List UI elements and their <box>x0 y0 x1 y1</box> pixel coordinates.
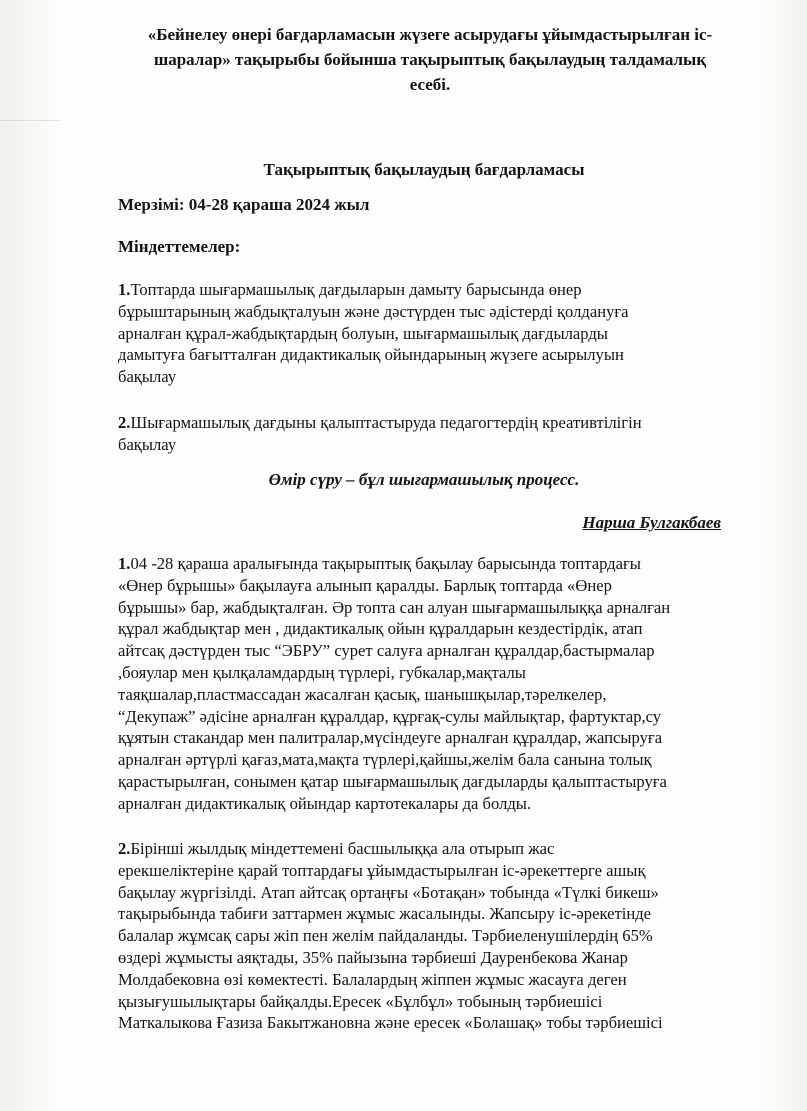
section-1-line: құятын стакандар мен палитралар,мүсіндеуге арналған құралдар, жапсыруға <box>118 728 663 748</box>
section-1-line: қарастырылған, сонымен қатар шығармашылық дағдыларды қалыптастыруға <box>118 771 667 791</box>
section-2-line: тақырыбында табиғи заттармен жұмыс жасалынды. Жапсыру іс-әрекетінде <box>118 904 652 924</box>
section-2-line: Маткалыкова Ғазиза Бакытжановна және ересек «Болашақ» тобы тәрбиешісі <box>118 1013 663 1033</box>
task-1-line: арналған құрал-жабдықтардың болуын, шығармашылық дағдыларды <box>118 323 608 343</box>
section-2-line: бақылау жүргізілді. Атап айтсақ ортаңғы «Ботақан» тобында «Түлкі бикеш» <box>118 882 659 902</box>
task-1-line: бұрыштарының жабдықталуын және дәстүрден тыс әдістерді қолдануға <box>118 301 629 321</box>
task-1-number: 1. <box>118 280 131 299</box>
report-title <box>110 22 750 97</box>
section-2-line: 2.Бірінші жылдық міндеттемені басшылыққа ала отырып жас <box>118 839 555 858</box>
section-1-line: ,бояулар мен қылқаламдардың түрлері, губкалар,мақталы <box>118 662 526 682</box>
program-heading: Тақырыптық бақылаудың бағдарламасы <box>263 160 585 179</box>
task-1-line: 1.Топтарда шығармашылық дағдыларын дамыту барысында өнер <box>118 280 582 299</box>
task-1-line: дамытуға бағытталған дидактикалық ойындарының жүзеге асырылуын <box>118 345 624 365</box>
section-1-line: “Декупаж” әдісіне арналған құралдар, құрғақ-сулы майлықтар, фартуктар,су <box>118 706 662 726</box>
section-1-line: айтсақ дәстүрден тыс “ЭБРУ” сурет салуға арналған құралдар,бастырмалар <box>118 641 655 661</box>
task-2-line: бақылау <box>118 434 177 454</box>
section-2-line: өздері жұмысты аяқтады, 35% пайызына тәрбиеші Дауренбекова Жанар <box>118 947 628 967</box>
section-1 <box>118 553 730 815</box>
section-1-line: таяқшалар,пластмассадан жасалған қасық, шанышқылар,тәрелкелер, <box>118 684 607 704</box>
task-1-line: бақылау <box>118 367 177 387</box>
task-2-number: 2. <box>118 413 131 432</box>
term-line: Мерзімі: 04-28 қараша 2024 жыл <box>118 195 370 214</box>
section-2-number: 2. <box>118 839 131 858</box>
title-line: есебі. <box>409 75 451 94</box>
section-2-line: Молдабековна өзі көмектесті. Балалардың жіппен жұмыс жасауға деген <box>118 969 627 989</box>
section-1-number: 1. <box>118 554 131 573</box>
section-1-line: құрал жабдықтар мен , дидактикалық ойын құралдарын кездестірдік, атап <box>118 619 643 639</box>
scan-artifact <box>0 120 60 121</box>
task-2-line: 2.Шығармашылық дағдыны қалыптастыруда педагогтердің креативтілігін <box>118 413 642 432</box>
section-1-line: арналған дидактикалық ойындар картотекалары да болды. <box>118 793 532 813</box>
task-2 <box>118 412 730 456</box>
title-line: «Бейнелеу өнері бағдарламасын жүзеге асырудағы ұйымдастырылған іс- <box>147 25 713 44</box>
tasks-heading: Міндеттемелер: <box>118 237 241 256</box>
motto-quote: Өмір сүру – бұл шығармашылық процесс. <box>268 470 580 489</box>
title-line: шаралар» тақырыбы бойынша тақырыптық бақылаудың талдамалық <box>153 50 707 69</box>
section-2-line: ерекшеліктеріне қарай топтардағы ұйымдастырылған іс-әрекеттерге ашық <box>118 860 646 880</box>
task-1 <box>118 279 730 388</box>
section-2-line: қызығушылықтары байқалды.Ересек «Бұлбұл» тобының тәрбиешісі <box>118 991 603 1011</box>
section-1-line: бұрышы» бар, жабдықталған. Әр топта сан алуан шығармашылыққа арналған <box>118 597 671 617</box>
section-2 <box>118 838 730 1034</box>
motto-author: Нарша Булгакбаев <box>582 513 721 532</box>
section-1-line: арналған әртүрлі қағаз,мата,мақта түрлері,қайшы,желім бала санына толық <box>118 750 652 770</box>
section-1-line: «Өнер бұрышы» бақылауға алынып қаралды. Барлық топтарда «Өнер <box>118 575 612 595</box>
section-1-line: 1.04 -28 қараша аралығында тақырыптық бақылау барысында топтардағы <box>118 554 641 573</box>
section-2-line: балалар жұмсақ сары жіп пен желім пайдаланды. Тәрбиеленушілердің 65% <box>118 926 653 946</box>
